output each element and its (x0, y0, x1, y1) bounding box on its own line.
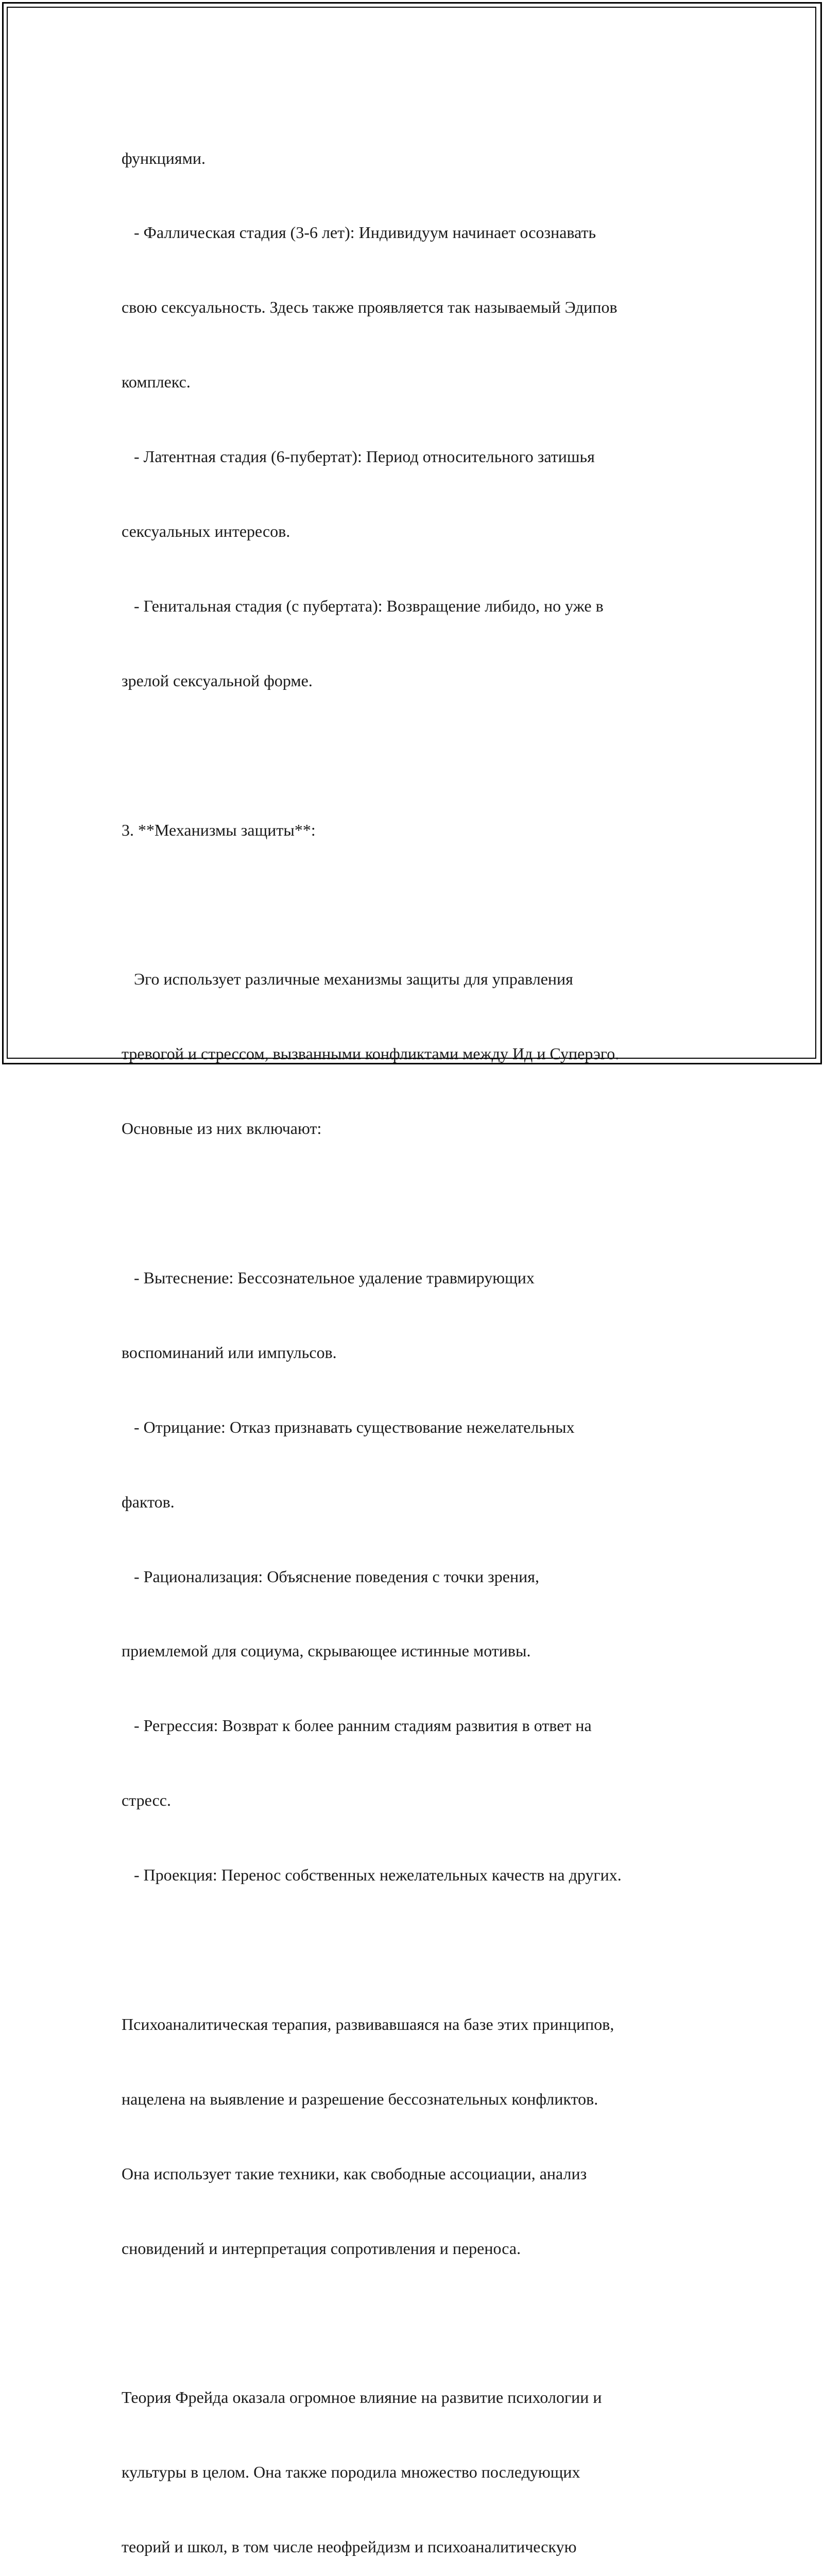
list-item-line: воспоминаний или импульсов. (122, 1343, 337, 1362)
text-line: зрелой сексуальной форме. (122, 671, 313, 690)
text-line: комплекс. (122, 372, 191, 392)
list-item-line: - Регрессия: Возврат к более ранним стадиям развития в ответ на (122, 1716, 592, 1735)
blank-line (122, 1937, 714, 1962)
text-line: Эго использует различные механизмы защиты для управления (122, 970, 573, 989)
blank-line (122, 1191, 714, 1215)
text-line: свою сексуальность. Здесь также проявляется так называемый Эдипов (122, 298, 617, 317)
list-item-line: - Проекция: Перенос собственных нежелательных качеств на других. (122, 1866, 622, 1885)
text-line: - Латентная стадия (6-пубертат): Период относительного затишья (122, 447, 595, 466)
list-item-line: фактов. (122, 1492, 175, 1511)
text-line: сексуальных интересов. (122, 522, 290, 541)
text-line: - Фаллическая стадия (3-6 лет): Индивидуум начинает осознавать (122, 223, 596, 242)
list-item-line: - Рационализация: Объяснение поведения с точки зрения, (122, 1567, 539, 1586)
text-line: нацелена на выявление и разрешение бессознательных конфликтов. (122, 2089, 598, 2108)
blank-line (122, 743, 714, 768)
text-line: функциями. (122, 148, 205, 167)
text-line: Психоаналитическая терапия, развивавшаяся на базе этих принципов, (122, 2014, 614, 2033)
section-heading: 3. **Механизмы защиты**: (122, 820, 316, 839)
text-line: Теория Фрейда оказала огромное влияние на развитие психологии и (122, 2388, 602, 2407)
document-body (122, 96, 714, 2576)
text-line: сновидений и интерпретация сопротивления и переноса. (122, 2239, 521, 2258)
list-item-line: - Отрицание: Отказ признавать существование нежелательных (122, 1417, 575, 1436)
list-item-line: приемлемой для социума, скрывающее истинные мотивы. (122, 1641, 531, 1660)
text-line: - Генитальная стадия (с пубертата): Возвращение либидо, но уже в (122, 596, 604, 615)
blank-line (122, 892, 714, 917)
list-item-line: - Вытеснение: Бессознательное удаление травмирующих (122, 1268, 535, 1287)
text-line: теорий и школ, в том числе неофрейдизм и психоаналитическую (122, 2537, 577, 2556)
text-line: Основные из них включают: (122, 1119, 322, 1138)
text-line: тревогой и стрессом, вызванными конфликтами между Ид и Суперэго. (122, 1044, 620, 1063)
text-line: Она использует такие техники, как свободные ассоциации, анализ (122, 2164, 587, 2183)
blank-line (122, 2310, 714, 2335)
list-item-line: стресс. (122, 1791, 171, 1810)
text-line: культуры в целом. Она также породила множество последующих (122, 2463, 580, 2482)
